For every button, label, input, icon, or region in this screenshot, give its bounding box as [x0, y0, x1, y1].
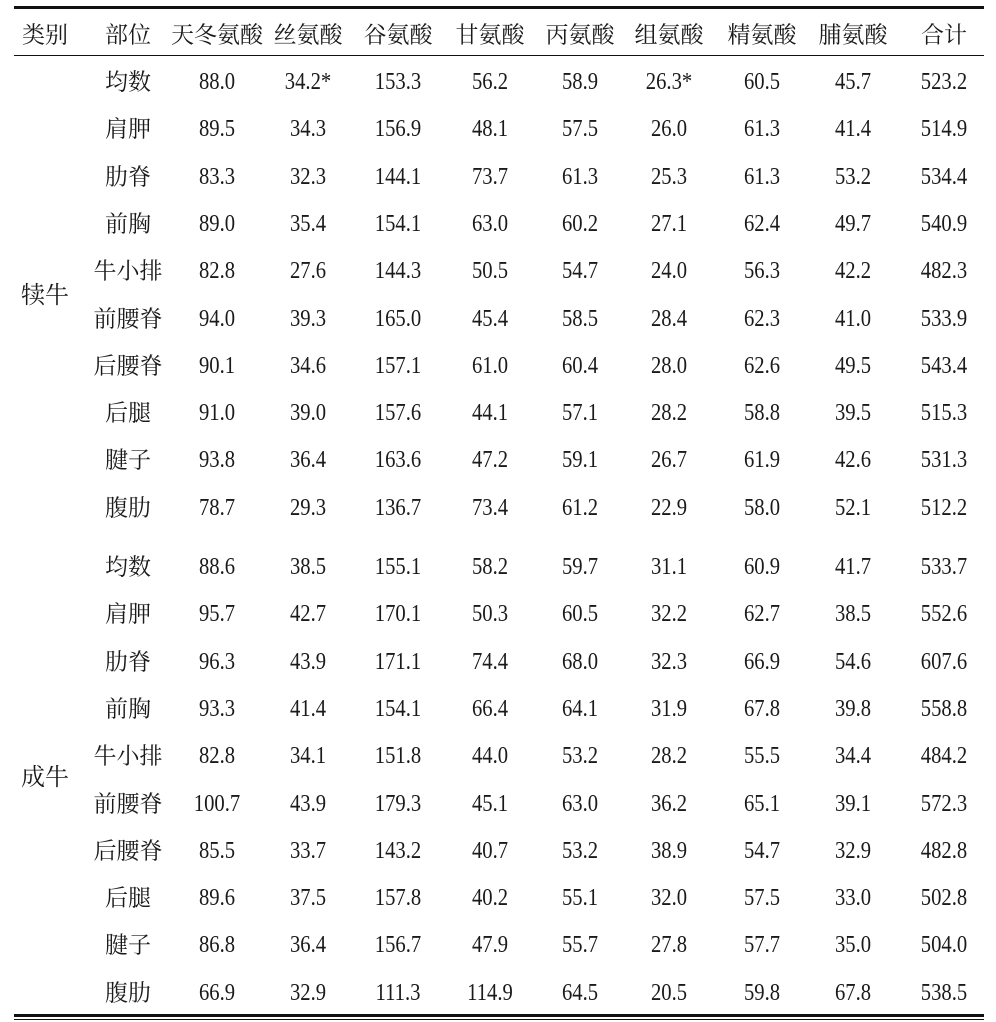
- table-cell: 54.6: [834, 648, 872, 675]
- table-cell: 50.3: [471, 601, 509, 628]
- column-header: 谷氨酸: [363, 22, 433, 48]
- table-cell: 533.7: [920, 554, 968, 580]
- table-cell: 73.4: [471, 494, 509, 521]
- table-cell: 53.2: [561, 743, 599, 770]
- table-cell: 88.6: [198, 554, 236, 580]
- table-cell: 36.2: [650, 790, 688, 817]
- table-cell: 61.2: [561, 494, 599, 521]
- table-cell: 44.0: [471, 743, 509, 770]
- table-cell: 52.1: [834, 494, 872, 521]
- table-cell: 26.3*: [645, 69, 693, 95]
- table-cell: 55.7: [561, 932, 599, 959]
- table-cell: 144.3: [374, 258, 422, 285]
- table-cell: 59.7: [561, 554, 599, 580]
- table-cell: 136.7: [374, 494, 422, 521]
- table-cell: 66.4: [471, 695, 509, 722]
- table-cell: 61.9: [743, 447, 781, 474]
- table-cell: 36.4: [289, 447, 327, 474]
- table-cell: 538.5: [920, 979, 968, 1006]
- part-label: 腹肋: [105, 495, 151, 521]
- table-cell: 34.1: [289, 743, 327, 770]
- table-cell: 482.3: [920, 258, 968, 285]
- table-cell: 62.3: [743, 305, 781, 332]
- table-cell: 32.9: [834, 837, 872, 864]
- table-cell: 61.0: [471, 352, 509, 379]
- column-header: 精氨酸: [727, 22, 797, 48]
- part-label: 前胸: [105, 696, 151, 722]
- table-cell: 27.8: [650, 932, 688, 959]
- part-label: 均数: [105, 69, 151, 95]
- table-cell: 156.7: [374, 932, 422, 959]
- table-cell: 57.7: [743, 932, 781, 959]
- table-cell: 62.7: [743, 601, 781, 628]
- table-cell: 28.0: [650, 352, 688, 379]
- table-cell: 144.1: [374, 163, 422, 190]
- table-cell: 61.3: [743, 116, 781, 143]
- table-cell: 45.4: [471, 305, 509, 332]
- table-cell: 86.8: [198, 932, 236, 959]
- table-cell: 41.7: [834, 554, 872, 580]
- table-cell: 39.0: [289, 400, 327, 427]
- table-cell: 93.8: [198, 447, 236, 474]
- table-cell: 28.2: [650, 400, 688, 427]
- table-cell: 157.8: [374, 885, 422, 912]
- table-cell: 74.4: [471, 648, 509, 675]
- column-header: 组氨酸: [634, 22, 704, 48]
- table-cell: 57.5: [561, 116, 599, 143]
- table-cell: 83.3: [198, 163, 236, 190]
- table-cell: 39.3: [289, 305, 327, 332]
- table-cell: 156.9: [374, 116, 422, 143]
- part-label: 前腰脊: [93, 306, 163, 331]
- table-cell: 34.2*: [284, 69, 332, 95]
- table-cell: 42.6: [834, 447, 872, 474]
- table-cell: 85.5: [198, 837, 236, 864]
- table-cell: 27.1: [650, 210, 688, 237]
- table-cell: 58.2: [471, 554, 509, 580]
- table-cell: 64.1: [561, 695, 599, 722]
- table-cell: 40.2: [471, 885, 509, 912]
- table-cell: 28.2: [650, 743, 688, 770]
- table-cell: 45.7: [834, 69, 872, 95]
- table-cell: 60.2: [561, 210, 599, 237]
- table-cell: 43.9: [289, 648, 327, 675]
- table-cell: 88.0: [198, 69, 236, 95]
- table-cell: 504.0: [920, 932, 968, 959]
- table-cell: 512.2: [920, 494, 968, 521]
- table-cell: 157.6: [374, 400, 422, 427]
- part-label: 腱子: [105, 932, 151, 958]
- part-label: 肋脊: [105, 164, 151, 190]
- table-cell: 32.0: [650, 885, 688, 912]
- table-cell: 114.9: [467, 979, 513, 1006]
- column-header: 天冬氨酸: [171, 22, 263, 48]
- table-cell: 484.2: [920, 743, 968, 770]
- table-cell: 44.1: [471, 400, 509, 427]
- table-cell: 78.7: [198, 494, 236, 521]
- table-cell: 34.4: [834, 743, 872, 770]
- table-cell: 82.8: [198, 258, 236, 285]
- table-cell: 38.5: [289, 554, 327, 580]
- table-cell: 65.1: [743, 790, 781, 817]
- table-cell: 60.4: [561, 352, 599, 379]
- table-cell: 56.2: [471, 69, 509, 95]
- column-header: 类别: [22, 22, 68, 48]
- table-cell: 89.5: [198, 116, 236, 143]
- table-cell: 534.4: [920, 163, 968, 190]
- table-cell: 66.9: [743, 648, 781, 675]
- table-bottom-rule: [14, 1014, 984, 1017]
- table-cell: 49.5: [834, 352, 872, 379]
- table-cell: 68.0: [561, 648, 599, 675]
- table-cell: 20.5: [650, 979, 688, 1006]
- part-label: 腹肋: [105, 980, 151, 1006]
- table-cell: 59.1: [561, 447, 599, 474]
- table-cell: 93.3: [198, 695, 236, 722]
- table-cell: 48.1: [471, 116, 509, 143]
- table-cell: 66.9: [198, 979, 236, 1006]
- table-cell: 31.9: [650, 695, 688, 722]
- table-cell: 170.1: [374, 601, 422, 628]
- table-cell: 29.3: [289, 494, 327, 521]
- part-label: 肋脊: [105, 649, 151, 675]
- table-cell: 607.6: [920, 648, 968, 675]
- table-cell: 35.4: [289, 210, 327, 237]
- table-cell: 82.8: [198, 743, 236, 770]
- table-cell: 27.6: [289, 258, 327, 285]
- part-label: 腱子: [105, 447, 151, 473]
- table-cell: 94.0: [198, 305, 236, 332]
- table-cell: 90.1: [198, 352, 236, 379]
- table-cell: 58.0: [743, 494, 781, 521]
- category-label: 犊牛: [21, 283, 69, 309]
- table-cell: 53.2: [561, 837, 599, 864]
- table-cell: 56.3: [743, 258, 781, 285]
- table-cell: 54.7: [561, 258, 599, 285]
- column-header: 丙氨酸: [545, 22, 615, 48]
- table-header-rule: [14, 55, 984, 56]
- column-header: 合计: [921, 22, 967, 48]
- table-cell: 32.3: [650, 648, 688, 675]
- part-label: 牛小排: [93, 258, 163, 284]
- column-header: 脯氨酸: [818, 22, 888, 48]
- table-cell: 61.3: [743, 163, 781, 190]
- table-cell: 34.6: [289, 352, 327, 379]
- table-cell: 515.3: [920, 400, 968, 427]
- category-label: 成牛: [21, 765, 69, 791]
- table-cell: 171.1: [374, 648, 422, 675]
- table-cell: 47.2: [471, 447, 509, 474]
- table-cell: 26.0: [650, 116, 688, 143]
- table-cell: 73.7: [471, 163, 509, 190]
- table-cell: 111.3: [375, 979, 421, 1006]
- table-cell: 25.3: [650, 163, 688, 190]
- table-cell: 540.9: [920, 210, 968, 237]
- table-cell: 58.5: [561, 305, 599, 332]
- table-cell: 552.6: [920, 601, 968, 628]
- table-cell: 155.1: [374, 554, 422, 580]
- part-label: 后腿: [105, 885, 151, 911]
- table-cell: 28.4: [650, 305, 688, 332]
- table-cell: 58.8: [743, 400, 781, 427]
- table-cell: 91.0: [198, 400, 236, 427]
- table-cell: 533.9: [920, 305, 968, 332]
- table-cell: 531.3: [920, 447, 968, 474]
- table-cell: 53.2: [834, 163, 872, 190]
- table-cell: 502.8: [920, 885, 968, 912]
- table-cell: 60.5: [561, 601, 599, 628]
- part-label: 肩胛: [105, 116, 151, 142]
- table-cell: 63.0: [471, 210, 509, 237]
- table-cell: 61.3: [561, 163, 599, 190]
- table-cell: 36.4: [289, 932, 327, 959]
- column-header: 甘氨酸: [455, 22, 525, 48]
- table-cell: 42.2: [834, 258, 872, 285]
- table-cell: 37.5: [289, 885, 327, 912]
- table-cell: 67.8: [743, 695, 781, 722]
- table-cell: 41.0: [834, 305, 872, 332]
- table-cell: 523.2: [920, 69, 968, 95]
- table-cell: 558.8: [920, 695, 968, 722]
- table-cell: 57.1: [561, 400, 599, 427]
- table-cell: 57.5: [743, 885, 781, 912]
- part-label: 后腰脊: [93, 353, 163, 379]
- table-cell: 151.8: [374, 743, 422, 770]
- table-cell: 26.7: [650, 447, 688, 474]
- table-cell: 47.9: [471, 932, 509, 959]
- table-cell: 38.5: [834, 601, 872, 628]
- table-cell: 31.1: [650, 554, 688, 580]
- table-cell: 42.7: [289, 601, 327, 628]
- table-cell: 59.8: [743, 979, 781, 1006]
- part-label: 均数: [105, 554, 151, 580]
- table-cell: 55.5: [743, 743, 781, 770]
- table-cell: 63.0: [561, 790, 599, 817]
- table-cell: 40.7: [471, 837, 509, 864]
- table-cell: 24.0: [650, 258, 688, 285]
- table-cell: 153.3: [374, 69, 422, 95]
- table-cell: 33.7: [289, 837, 327, 864]
- part-label: 前腰脊: [93, 791, 163, 816]
- table-cell: 32.9: [289, 979, 327, 1006]
- table-cell: 89.0: [198, 210, 236, 237]
- table-cell: 165.0: [374, 305, 422, 332]
- table-cell: 154.1: [374, 210, 422, 237]
- table-cell: 543.4: [920, 352, 968, 379]
- table-cell: 55.1: [561, 885, 599, 912]
- table-cell: 39.8: [834, 695, 872, 722]
- table-cell: 95.7: [198, 601, 236, 628]
- part-label: 肩胛: [105, 601, 151, 627]
- table-cell: 39.1: [834, 790, 872, 817]
- table-cell: 62.4: [743, 210, 781, 237]
- part-label: 后腰脊: [93, 838, 163, 864]
- table-cell: 45.1: [471, 790, 509, 817]
- column-header: 丝氨酸: [273, 22, 343, 48]
- table-cell: 482.8: [920, 837, 968, 864]
- table-cell: 179.3: [374, 790, 422, 817]
- part-label: 牛小排: [93, 743, 163, 769]
- table-cell: 157.1: [374, 352, 422, 379]
- table-cell: 32.3: [289, 163, 327, 190]
- table-cell: 514.9: [920, 116, 968, 143]
- table-cell: 96.3: [198, 648, 236, 675]
- table-cell: 43.9: [289, 790, 327, 817]
- table-cell: 62.6: [743, 352, 781, 379]
- table-cell: 60.5: [743, 69, 781, 95]
- table-cell: 49.7: [834, 210, 872, 237]
- table-cell: 38.9: [650, 837, 688, 864]
- part-label: 后腿: [105, 400, 151, 426]
- table-cell: 58.9: [561, 69, 599, 95]
- table-cell: 54.7: [743, 837, 781, 864]
- column-header: 部位: [105, 22, 151, 48]
- table-cell: 64.5: [561, 979, 599, 1006]
- table-cell: 50.5: [471, 258, 509, 285]
- table-cell: 89.6: [198, 885, 236, 912]
- table-cell: 33.0: [834, 885, 872, 912]
- table-cell: 60.9: [743, 554, 781, 580]
- part-label: 前胸: [105, 211, 151, 237]
- table-cell: 34.3: [289, 116, 327, 143]
- table-cell: 67.8: [834, 979, 872, 1006]
- table-cell: 154.1: [374, 695, 422, 722]
- table-cell: 41.4: [834, 116, 872, 143]
- table-cell: 143.2: [374, 837, 422, 864]
- table-cell: 41.4: [289, 695, 327, 722]
- table-cell: 100.7: [193, 790, 241, 817]
- table-top-rule: [14, 6, 984, 9]
- table-cell: 35.0: [834, 932, 872, 959]
- table-cell: 22.9: [650, 494, 688, 521]
- table-cell: 572.3: [920, 790, 968, 817]
- table-cell: 32.2: [650, 601, 688, 628]
- table-cell: 163.6: [374, 447, 422, 474]
- table-cell: 39.5: [834, 400, 872, 427]
- table-bottom-rule-second: [14, 1019, 984, 1020]
